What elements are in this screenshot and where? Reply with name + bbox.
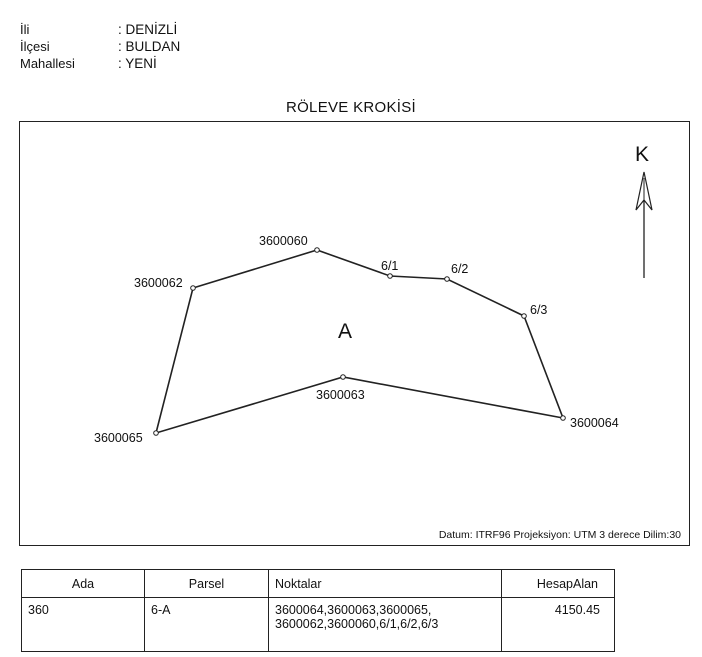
noktalar-line-2: 3600062,3600060,6/1,6/2,6/3 bbox=[275, 617, 439, 631]
table-row bbox=[22, 598, 615, 652]
header-ada: Ada bbox=[22, 570, 145, 598]
vertex-3600065 bbox=[154, 431, 159, 436]
point-label-3600064: 3600064 bbox=[570, 416, 619, 430]
vertex-3600064 bbox=[561, 416, 566, 421]
cell-noktalar bbox=[269, 598, 502, 652]
noktalar-line-1: 3600064,3600063,3600065, bbox=[275, 603, 432, 617]
north-arrow-icon bbox=[635, 143, 652, 278]
mahalle-label: Mahallesi bbox=[20, 56, 75, 71]
table-header-row bbox=[22, 570, 615, 598]
vertex-6-2 bbox=[445, 277, 450, 282]
cell-hesap-alan: 4150.45 bbox=[502, 598, 615, 652]
header-parsel: Parsel bbox=[145, 570, 269, 598]
cell-parsel: 6-A bbox=[145, 598, 269, 652]
header-noktalar: Noktalar bbox=[269, 570, 502, 598]
ilce-label: İlçesi bbox=[20, 39, 50, 54]
north-label: K bbox=[635, 143, 650, 166]
point-label-6-2: 6/2 bbox=[451, 262, 469, 276]
point-label-6-3: 6/3 bbox=[530, 303, 548, 317]
vertex-6-1 bbox=[388, 274, 393, 279]
parcel-table bbox=[21, 569, 615, 652]
sketch-title: RÖLEVE KROKİSİ bbox=[285, 99, 417, 116]
point-label-6-1: 6/1 bbox=[381, 259, 399, 273]
point-label-3600063: 3600063 bbox=[316, 388, 365, 402]
ilce-value: : BULDAN bbox=[118, 39, 181, 54]
point-label-3600065: 3600065 bbox=[94, 431, 143, 445]
cell-ada: 360 bbox=[22, 598, 145, 652]
vertex-3600062 bbox=[191, 286, 196, 291]
parcel-label: A bbox=[338, 320, 353, 343]
point-label-3600060: 3600060 bbox=[259, 234, 308, 248]
point-label-3600062: 3600062 bbox=[134, 276, 183, 290]
header-hesap-alan: HesapAlan bbox=[502, 570, 615, 598]
vertex-3600063 bbox=[341, 375, 346, 380]
mahalle-value: : YENİ bbox=[118, 56, 157, 71]
il-value: : DENİZLİ bbox=[118, 22, 178, 37]
parcel-boundary bbox=[156, 250, 563, 433]
il-label: İli bbox=[20, 22, 30, 37]
vertex-3600060 bbox=[315, 248, 320, 253]
datum-text: Datum: ITRF96 Projeksiyon: UTM 3 derece Dilim:30 bbox=[438, 529, 681, 541]
vertex-6-3 bbox=[522, 314, 527, 319]
